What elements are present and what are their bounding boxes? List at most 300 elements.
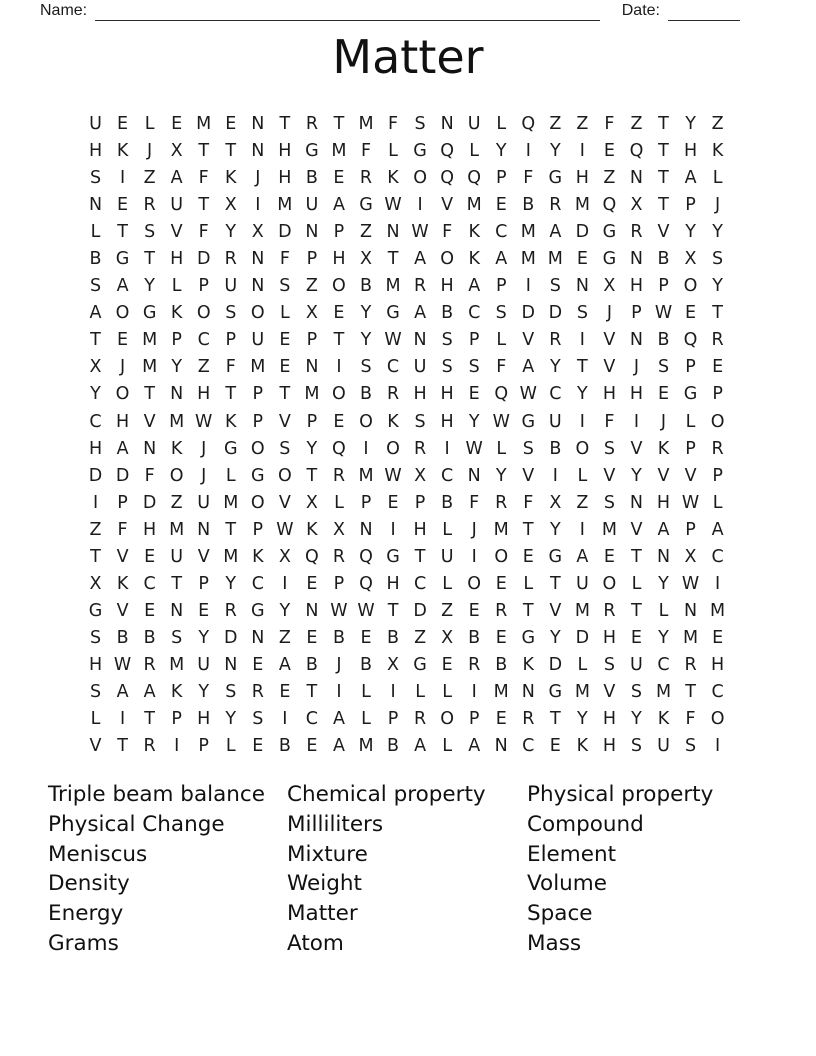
grid-letter: N [251, 627, 265, 648]
grid-letter: X [170, 141, 183, 162]
grid-letter: M [574, 681, 590, 702]
grid-letter: E [360, 627, 372, 648]
grid-letter: T [387, 600, 399, 621]
grid-letter: T [522, 519, 534, 540]
grid-letter: O [467, 573, 482, 594]
grid-letter: H [711, 654, 725, 675]
grid-letter: L [523, 573, 534, 594]
grid-letter: M [196, 114, 212, 134]
grid-letter: F [523, 168, 534, 189]
grid-letter: I [579, 411, 585, 432]
grid-letter: N [197, 519, 211, 540]
grid-letter: Y [658, 627, 669, 648]
grid-letter: X [359, 249, 372, 270]
grid-letter: M [493, 681, 509, 702]
grid-letter: E [279, 681, 291, 702]
grid-letter: R [332, 465, 346, 486]
grid-letter: G [386, 546, 400, 567]
grid-letter: S [630, 681, 643, 702]
word-bank-item: Density [48, 871, 130, 897]
grid-letter: W [681, 573, 700, 594]
grid-letter: E [522, 546, 534, 567]
grid-letter: D [224, 627, 238, 648]
grid-letter: R [549, 195, 562, 216]
grid-letter: M [520, 222, 536, 243]
grid-letter: Y [685, 114, 696, 134]
grid-letter: H [386, 573, 400, 594]
grid-letter: N [359, 519, 373, 540]
grid-letter: T [90, 330, 101, 351]
grid-letter: I [119, 168, 126, 189]
grid-letter: E [198, 600, 210, 621]
grid-letter: Y [577, 709, 588, 730]
grid-letter: S [441, 330, 453, 351]
grid-letter: U [197, 492, 211, 513]
grid-letter: V [603, 330, 616, 351]
grid-letter: E [333, 411, 345, 432]
grid-letter: H [602, 384, 616, 405]
grid-letter: Y [198, 627, 210, 648]
grid-letter: T [414, 546, 426, 567]
grid-letter: Y [225, 222, 237, 243]
grid-letter: U [548, 411, 562, 432]
grid-letter: N [386, 222, 400, 243]
grid-letter: F [496, 357, 507, 378]
grid-letter: H [440, 276, 454, 297]
grid-letter: G [359, 195, 373, 216]
grid-letter: I [174, 736, 180, 757]
grid-letter: M [358, 114, 374, 134]
grid-letter: I [471, 681, 477, 702]
grid-letter: L [712, 168, 723, 189]
grid-letter: N [251, 114, 265, 134]
grid-letter: O [250, 438, 265, 459]
grid-letter: J [660, 411, 667, 432]
grid-letter: L [415, 681, 425, 702]
grid-letter: C [711, 681, 724, 702]
grid-letter: V [116, 546, 129, 567]
grid-letter: N [629, 168, 643, 189]
grid-letter: I [579, 141, 585, 162]
grid-letter: C [657, 654, 670, 675]
grid-letter: N [629, 492, 643, 513]
grid-letter: N [88, 195, 103, 216]
grid-letter: J [606, 303, 612, 324]
grid-letter: N [251, 249, 265, 270]
grid-letter: B [522, 195, 535, 216]
grid-letter: E [144, 600, 156, 621]
grid-letter: L [442, 736, 452, 757]
grid-letter: N [305, 600, 319, 621]
grid-letter: Y [577, 384, 588, 405]
grid-letter: X [441, 627, 454, 648]
grid-letter: B [441, 492, 454, 513]
grid-letter: H [332, 249, 346, 270]
word-bank-item: Mass [527, 930, 582, 956]
grid-letter: N [575, 276, 589, 297]
grid-letter: G [251, 465, 265, 486]
grid-letter: X [305, 303, 318, 324]
grid-letter: F [685, 709, 696, 730]
grid-letter: P [198, 736, 209, 757]
grid-letter: R [468, 654, 481, 675]
grid-letter: S [495, 303, 507, 324]
grid-letter: O [710, 411, 725, 432]
grid-letter: Y [279, 600, 291, 621]
grid-letter: X [251, 222, 264, 243]
grid-letter: V [603, 357, 616, 378]
word-bank-item: Meniscus [48, 841, 148, 867]
grid-letter: T [522, 600, 534, 621]
grid-letter: G [683, 384, 698, 405]
grid-letter: Z [630, 114, 643, 134]
grid-letter: G [548, 546, 563, 567]
grid-letter: T [144, 709, 155, 730]
grid-letter: Y [171, 357, 183, 378]
grid-letter: G [548, 681, 563, 702]
grid-letter: B [359, 276, 372, 297]
grid-letter: I [363, 438, 369, 459]
grid-letter: N [143, 438, 157, 459]
grid-letter: Q [494, 384, 509, 405]
grid-letter: H [278, 141, 292, 162]
grid-letter: W [519, 384, 537, 405]
grid-letter: R [143, 195, 156, 216]
grid-letter: O [115, 303, 130, 324]
grid-letter: M [331, 141, 347, 162]
grid-letter: B [305, 168, 318, 189]
grid-letter: Y [144, 276, 155, 297]
grid-letter: Y [685, 222, 696, 243]
word-bank-item: Physical Change [48, 811, 225, 837]
grid-letter: N [440, 114, 454, 134]
grid-letter: X [224, 195, 237, 216]
grid-letter: P [225, 330, 237, 351]
grid-letter: Q [521, 114, 536, 134]
grid-letter: U [630, 654, 643, 675]
grid-letter: E [630, 627, 642, 648]
grid-letter: T [225, 519, 237, 540]
grid-letter: N [684, 600, 698, 621]
grid-letter: R [224, 600, 237, 621]
grid-letter: S [171, 627, 183, 648]
grid-letter: O [332, 384, 346, 405]
grid-letter: H [88, 438, 103, 459]
grid-letter: X [89, 357, 102, 378]
grid-letter: U [224, 276, 238, 297]
grid-letter: G [88, 600, 103, 621]
grid-letter: Q [467, 168, 482, 189]
word-bank-item: Mixture [287, 841, 368, 867]
grid-letter: C [522, 736, 535, 757]
grid-letter: P [387, 709, 399, 730]
grid-letter: P [117, 492, 128, 513]
grid-letter: B [441, 303, 454, 324]
grid-letter: C [468, 303, 481, 324]
grid-letter: C [386, 357, 400, 378]
grid-letter: I [92, 492, 99, 513]
grid-letter: P [495, 168, 507, 189]
grid-letter: F [523, 492, 534, 513]
grid-letter: L [631, 573, 642, 594]
grid-letter: Z [414, 627, 427, 648]
grid-letter: O [196, 303, 211, 324]
grid-letter: F [198, 168, 209, 189]
grid-letter: L [712, 492, 723, 513]
grid-letter: X [89, 573, 102, 594]
grid-letter: B [278, 736, 291, 757]
grid-letter: X [305, 492, 318, 513]
grid-letter: E [252, 654, 264, 675]
grid-letter: R [495, 492, 508, 513]
grid-letter: A [468, 276, 481, 297]
grid-letter: B [387, 736, 400, 757]
grid-letter: S [549, 276, 561, 297]
grid-letter: R [522, 709, 535, 730]
grid-letter: L [279, 303, 290, 324]
grid-letter: W [357, 600, 375, 621]
grid-letter: A [116, 438, 129, 459]
grid-letter: O [250, 303, 265, 324]
grid-letter: O [602, 573, 617, 594]
grid-letter: E [279, 330, 291, 351]
grid-letter: G [413, 141, 427, 162]
grid-letter: B [359, 654, 372, 675]
grid-letter: E [468, 384, 480, 405]
grid-letter: S [603, 492, 615, 513]
grid-letter: W [330, 600, 348, 621]
grid-letter: E [171, 114, 183, 134]
grid-letter: W [384, 195, 402, 216]
grid-letter: K [387, 411, 399, 432]
grid-letter: S [279, 276, 291, 297]
grid-letter: B [359, 384, 372, 405]
grid-letter: D [413, 600, 427, 621]
grid-letter: E [306, 573, 318, 594]
grid-letter: U [89, 114, 102, 134]
grid-letter: L [144, 114, 155, 134]
grid-letter: M [547, 249, 563, 270]
grid-letter: R [224, 249, 237, 270]
grid-letter: I [119, 709, 126, 730]
grid-letter: E [712, 627, 724, 648]
grid-letter: E [279, 357, 291, 378]
grid-letter: O [250, 492, 265, 513]
grid-letter: K [225, 411, 237, 432]
grid-letter: X [603, 276, 616, 297]
grid-letter: T [90, 546, 101, 567]
grid-letter: Y [631, 709, 642, 730]
word-bank-item: Space [527, 901, 593, 927]
grid-letter: T [171, 573, 183, 594]
grid-letter: K [116, 573, 129, 594]
grid-letter: B [305, 654, 318, 675]
grid-letter: Y [631, 465, 642, 486]
grid-letter: D [575, 627, 590, 648]
grid-letter: A [711, 519, 724, 540]
grid-letter: V [630, 438, 643, 459]
grid-letter: T [658, 141, 669, 162]
grid-letter: B [495, 654, 508, 675]
grid-letter: G [521, 627, 536, 648]
grid-letter: V [603, 681, 616, 702]
grid-letter: Q [683, 330, 698, 351]
grid-letter: T [306, 681, 318, 702]
grid-letter: V [170, 222, 183, 243]
grid-letter: Y [495, 465, 507, 486]
grid-letter: P [495, 276, 507, 297]
grid-letter: A [468, 736, 481, 757]
grid-letter: X [414, 465, 427, 486]
grid-letter: P [306, 411, 318, 432]
grid-letter: K [170, 438, 183, 459]
grid-letter: E [712, 357, 724, 378]
grid-letter: S [522, 438, 534, 459]
grid-letter: L [388, 141, 398, 162]
grid-letter: N [521, 681, 535, 702]
grid-letter: A [576, 546, 589, 567]
grid-letter: G [115, 249, 130, 270]
word-bank-item: Compound [527, 811, 644, 837]
grid-letter: H [440, 411, 454, 432]
grid-letter: N [305, 222, 319, 243]
grid-letter: F [604, 114, 615, 134]
grid-letter: E [657, 384, 670, 405]
grid-letter: O [413, 168, 427, 189]
grid-letter: X [332, 519, 345, 540]
grid-letter: I [633, 411, 640, 432]
grid-letter: I [552, 465, 558, 486]
word-bank-item: Energy [48, 901, 124, 927]
grid-letter: E [225, 114, 237, 134]
grid-letter: G [413, 654, 427, 675]
grid-letter: P [306, 249, 318, 270]
grid-letter: P [414, 492, 426, 513]
grid-letter: E [333, 303, 345, 324]
grid-letter: T [117, 222, 128, 243]
grid-letter: W [654, 303, 673, 324]
grid-letter: H [440, 384, 454, 405]
grid-letter: B [332, 627, 345, 648]
grid-letter: A [332, 195, 345, 216]
grid-letter: H [278, 168, 292, 189]
grid-letter: K [711, 141, 724, 162]
grid-letter: Y [549, 357, 561, 378]
grid-letter: K [468, 222, 480, 243]
grid-letter: P [252, 384, 264, 405]
grid-letter: J [147, 141, 153, 162]
grid-letter: T [658, 195, 669, 216]
grid-letter: E [117, 195, 129, 216]
word-bank [0, 780, 816, 965]
grid-letter: M [520, 249, 536, 270]
word-search-grid [82, 111, 731, 760]
grid-letter: V [603, 465, 616, 486]
grid-letter: M [277, 195, 293, 216]
grid-letter: R [386, 384, 400, 405]
grid-letter: A [414, 736, 427, 757]
grid-letter: U [305, 195, 319, 216]
grid-letter: L [442, 573, 452, 594]
grid-letter: O [277, 465, 292, 486]
grid-letter: T [225, 141, 237, 162]
grid-letter: Y [306, 438, 318, 459]
grid-letter: Y [360, 303, 372, 324]
grid-letter: S [603, 438, 615, 459]
grid-letter: R [495, 600, 508, 621]
grid-letter: N [467, 465, 481, 486]
word-bank-item: Volume [527, 871, 607, 897]
grid-letter: L [496, 438, 507, 459]
grid-letter: U [251, 330, 265, 351]
grid-letter: D [115, 465, 130, 486]
grid-letter: H [88, 654, 103, 675]
grid-letter: V [522, 330, 535, 351]
grid-letter: A [170, 168, 183, 189]
grid-letter: B [89, 249, 102, 270]
grid-letter: Y [549, 519, 561, 540]
grid-letter: I [336, 357, 342, 378]
grid-letter: C [89, 411, 102, 432]
grid-letter: Z [576, 492, 589, 513]
grid-letter: F [198, 222, 209, 243]
grid-letter: Q [359, 573, 373, 594]
grid-letter: A [278, 654, 291, 675]
grid-letter: E [387, 492, 399, 513]
grid-letter: Y [225, 573, 237, 594]
grid-letter: M [358, 736, 374, 757]
grid-letter: F [604, 411, 615, 432]
grid-letter: W [276, 519, 294, 540]
grid-letter: H [575, 168, 589, 189]
name-blank-line [95, 1, 600, 21]
grid-letter: B [116, 627, 129, 648]
word-bank-item: Physical property [527, 782, 714, 807]
grid-letter: W [492, 411, 510, 432]
grid-letter: O [683, 276, 698, 297]
date-label: Date: [621, 2, 660, 19]
grid-letter: T [198, 195, 210, 216]
grid-letter: D [548, 303, 563, 324]
grid-letter: T [631, 600, 642, 621]
grid-letter: O [440, 709, 455, 730]
grid-letter: K [468, 249, 480, 270]
word-bank-item: Chemical property [287, 782, 486, 807]
grid-letter: T [685, 681, 696, 702]
grid-letter: V [441, 195, 454, 216]
grid-letter: P [658, 276, 669, 297]
grid-letter: L [442, 519, 452, 540]
grid-letter: A [684, 168, 697, 189]
grid-letter: P [685, 438, 696, 459]
grid-letter: E [468, 600, 480, 621]
grid-letter: B [657, 330, 670, 351]
grid-letter: T [306, 465, 318, 486]
grid-letter: A [116, 681, 129, 702]
grid-letter: P [171, 330, 182, 351]
grid-letter: M [493, 519, 509, 540]
grid-letter: V [116, 600, 129, 621]
grid-letter: G [223, 438, 238, 459]
grid-letter: A [495, 249, 508, 270]
grid-letter: O [575, 438, 590, 459]
grid-letter: S [685, 736, 697, 757]
grid-letter: X [684, 249, 697, 270]
grid-letter: D [575, 222, 590, 243]
grid-letter: Z [549, 114, 562, 134]
grid-letter: S [414, 411, 426, 432]
grid-letter: L [361, 681, 371, 702]
